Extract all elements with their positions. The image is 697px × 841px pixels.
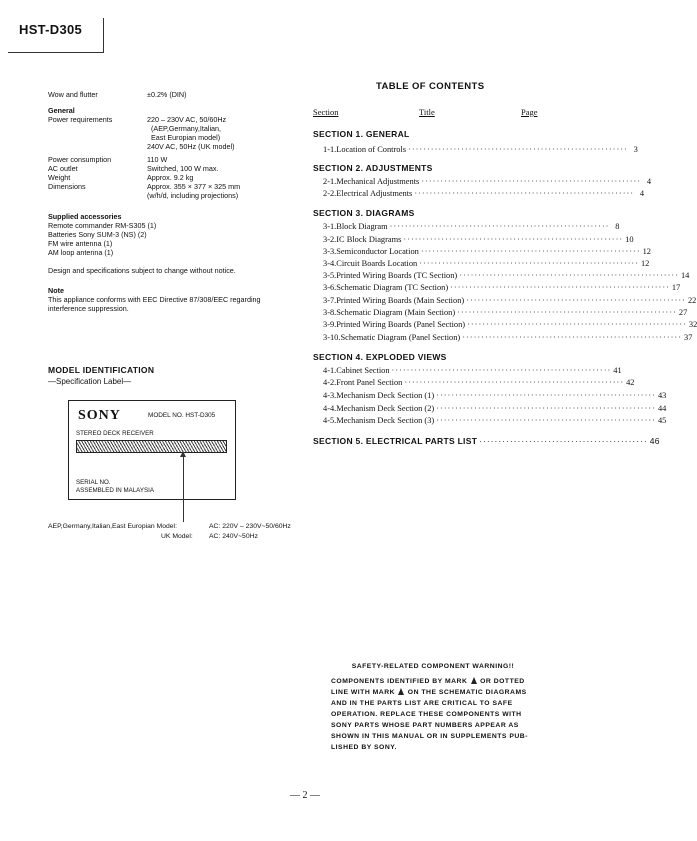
power-req-line-1: 220 – 230V AC, 50/60Hz [147, 115, 227, 124]
toc-col-page [521, 107, 538, 117]
toc-section-5 [313, 436, 660, 446]
toc-entry: 1-1. Location of Controls ·························································· 3 [323, 145, 638, 154]
accessory-item: Remote commander RM-S305 (1) [48, 221, 157, 230]
toc-col-section [313, 107, 339, 117]
warning-line-2: LINE WITH MARK ON THE SCHEMATIC DIAGRAMS [331, 689, 527, 696]
toc-entry: 3-4. Circuit Boards Location ·························································· 12 [323, 259, 650, 268]
toc-entry: 4-3. Mechanism Deck Section (1) ·························································· 43 [323, 391, 667, 400]
label-serial: SERIAL NO. [76, 479, 111, 486]
warning-triangle-icon [398, 688, 404, 695]
consumption-value: 110 W [147, 155, 168, 164]
model-header: HST-D305 [19, 22, 83, 37]
rating-field-hatch [76, 440, 227, 453]
toc-section-5-label: SECTION 5. ELECTRICAL PARTS LIST [313, 436, 478, 446]
toc-entry: 3-7. Printed Wiring Boards (Main Section) ·························································· 22 [323, 296, 697, 305]
toc-entry: 3-9. Printed Wiring Boards (Panel Section) ·························································· 32 [323, 320, 697, 329]
accessories-heading: Supplied accessories [48, 212, 122, 221]
dims-note: (w/h/d, including projections) [147, 191, 239, 200]
region1-value: AC: 220V – 230V~50/60Hz [209, 523, 291, 530]
toc-entry: 3-6. Schematic Diagram (TC Section) ·························································· 17 [323, 283, 681, 292]
design-note: Design and specifications subject to change without notice. [48, 266, 236, 275]
toc-entry: 3-1. Block Diagram ·························································· 8 [323, 222, 620, 231]
toc-section-3: SECTION 3. DIAGRAMS [313, 208, 415, 218]
pointer-line [183, 452, 184, 522]
region1-label: AEP,Germany,Italian,East Europian Model: [48, 523, 177, 530]
toc-leader: ············································ [479, 436, 648, 446]
wow-value: ±0.2% (DIN) [147, 90, 187, 99]
toc-section-4: SECTION 4. EXPLODED VIEWS [313, 352, 447, 362]
weight-label: Weight [48, 173, 71, 182]
dims-value: Approx. 355 × 377 × 325 mm [147, 182, 241, 191]
toc-entry: 4-4. Mechanism Deck Section (2) ·························································· 44 [323, 404, 667, 413]
accessory-item: AM loop antenna (1) [48, 248, 114, 257]
toc-col-title-label: Title [419, 107, 435, 117]
label-assembled: ASSEMBLED IN MALAYSIA [76, 487, 154, 494]
toc-entry: 3-3. Semiconductor Location ·························································· 12 [323, 247, 651, 256]
header-underline [8, 52, 104, 53]
toc-entry: 4-2. Front Panel Section ·························································· 42 [323, 378, 635, 387]
warning-triangle-icon [471, 677, 477, 684]
sony-logo: SONY [78, 408, 121, 423]
toc-entry: 3-10. Schematic Diagram (Panel Section) ·························································· 37 [323, 333, 693, 342]
toc-col-title [419, 107, 435, 117]
header-divider [103, 18, 104, 52]
general-heading: General [48, 106, 75, 115]
model-id-subheading: —Specification Label— [48, 377, 132, 386]
model-id-heading: MODEL IDENTIFICATION [48, 365, 155, 375]
warning-line-3: AND IN THE PARTS LIST ARE CRITICAL TO SAFE [331, 700, 513, 707]
power-req-line-4: 240V AC, 50Hz (UK model) [147, 142, 235, 151]
warning-line-6: SHOWN IN THIS MANUAL OR IN SUPPLEMENTS PUB- [331, 733, 528, 740]
toc-section-2: SECTION 2. ADJUSTMENTS [313, 163, 433, 173]
region2-label: UK Model: [161, 533, 193, 540]
toc-section-5-page: 46 [649, 436, 660, 446]
consumption-label: Power consumption [48, 155, 112, 164]
warning-line-7: LISHED BY SONY. [331, 744, 397, 751]
dims-label: Dimensions [48, 182, 86, 191]
note-line-1: This appliance conforms with EEC Directive 87/308/EEC regarding [48, 295, 261, 304]
toc-col-section-label: Section [313, 107, 339, 117]
warning-line-5: SONY PARTS WHOSE PART NUMBERS APPEAR AS [331, 722, 519, 729]
toc-entry: 4-5. Mechanism Deck Section (3) ·························································· 45 [323, 416, 667, 425]
power-req-line-3: East Europian model) [151, 133, 221, 142]
warning-line-4: OPERATION. REPLACE THESE COMPONENTS WITH [331, 711, 522, 718]
outlet-value: Switched, 100 W max. [147, 164, 219, 173]
toc-entry: 3-5. Printed Wiring Boards (TC Section) ·························································· 14 [323, 271, 690, 280]
power-req-line-2: (AEP,Germany,Italian, [151, 124, 222, 133]
warning-title: SAFETY-RELATED COMPONENT WARNING!! [351, 663, 515, 670]
note-heading: Note [48, 286, 64, 295]
label-model-no: MODEL NO. HST-D305 [148, 412, 216, 419]
toc-entry: 3-2. IC Block Diagrams ·························································· 10 [323, 235, 634, 244]
toc-col-page-label: Page [521, 107, 538, 117]
weight-value: Approx. 9.2 kg [147, 173, 194, 182]
toc-entry: 4-1. Cabinet Section ·························································· 41 [323, 366, 622, 375]
accessory-item: Batteries Sony SUM-3 (NS) (2) [48, 230, 147, 239]
wow-label: Wow and flutter [48, 90, 98, 99]
label-product: STEREO DECK RECEIVER [76, 430, 154, 437]
toc-entry: 3-8. Schematic Diagram (Main Section) ·························································· 27 [323, 308, 688, 317]
toc-entry: 2-1. Mechanical Adjustments ·························································· 4 [323, 177, 652, 186]
region2-value: AC: 240V~50Hz [209, 533, 258, 540]
power-req-label: Power requirements [48, 115, 113, 124]
outlet-label: AC outlet [48, 164, 78, 173]
note-line-2: interference suppression. [48, 304, 129, 313]
warning-line-1: COMPONENTS IDENTIFIED BY MARK OR DOTTED [331, 678, 525, 685]
toc-section-1: SECTION 1. GENERAL [313, 129, 410, 139]
toc-entry: 2-2. Electrical Adjustments ·························································· 4 [323, 189, 645, 198]
accessory-item: FM wire antenna (1) [48, 239, 113, 248]
page-number: — 2 — [290, 790, 320, 801]
toc-title: TABLE OF CONTENTS [376, 81, 485, 92]
